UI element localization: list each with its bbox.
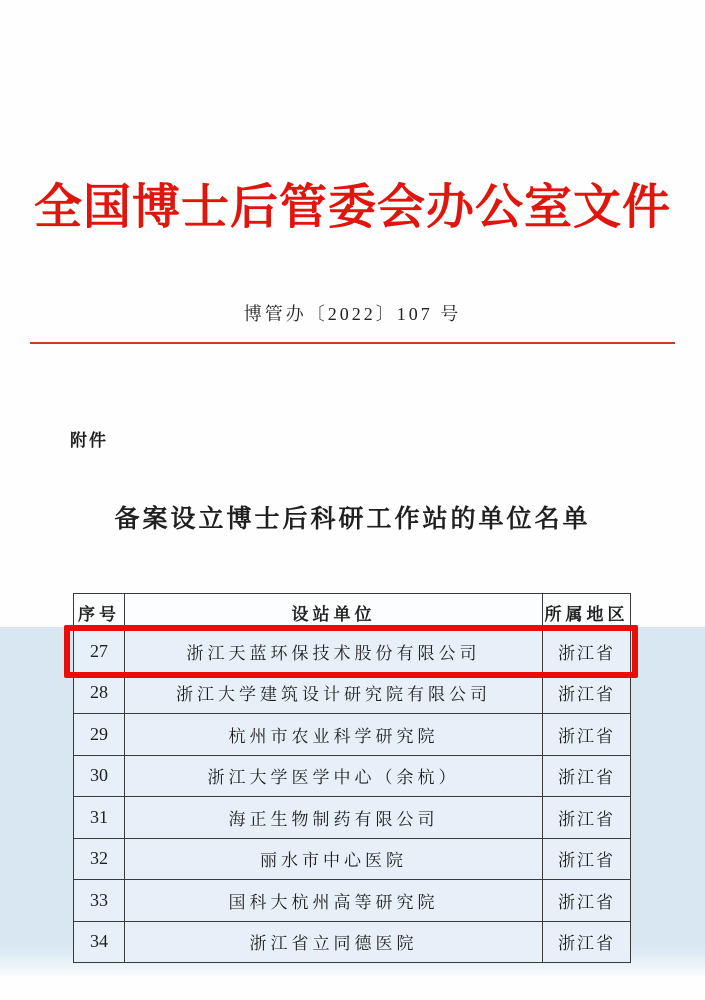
cell-unit: 丽水市中心医院: [125, 838, 543, 880]
header-unit: 设站单位: [125, 594, 543, 631]
cell-unit: 杭州市农业科学研究院: [125, 714, 543, 756]
cell-region: 浙江省: [543, 838, 631, 880]
table-row: [74, 838, 631, 880]
cell-no: 27: [74, 631, 125, 673]
cell-unit: 国科大杭州高等研究院: [125, 880, 543, 922]
table-title: 备案设立博士后科研工作站的单位名单: [114, 506, 591, 533]
table-row: [74, 921, 631, 963]
table-body: [74, 631, 631, 963]
table-header: [74, 594, 631, 631]
cell-region: 浙江省: [543, 672, 631, 714]
header-no: 序号: [74, 594, 125, 631]
table-row: [74, 672, 631, 714]
units-table: [73, 593, 631, 963]
cell-no: 34: [74, 921, 125, 963]
cell-region: 浙江省: [543, 921, 631, 963]
table-header-row: [74, 594, 631, 631]
letterhead-title: 全国博士后管委会办公室文件: [33, 181, 671, 234]
cell-no: 29: [74, 714, 125, 756]
cell-region: 浙江省: [543, 797, 631, 839]
cell-unit: 浙江大学建筑设计研究院有限公司: [125, 672, 543, 714]
table-row: [74, 714, 631, 756]
letterhead-divider: [30, 342, 675, 344]
table-row-highlighted: [74, 631, 631, 673]
cell-region: 浙江省: [543, 714, 631, 756]
cell-unit: 浙江天蓝环保技术股份有限公司: [125, 631, 543, 673]
cell-unit: 浙江大学医学中心（余杭）: [125, 755, 543, 797]
cell-no: 32: [74, 838, 125, 880]
header-region: 所属地区: [543, 594, 631, 631]
table-row: [74, 797, 631, 839]
document-number: 博管办〔2022〕107 号: [243, 304, 462, 324]
cell-no: 28: [74, 672, 125, 714]
cell-region: 浙江省: [543, 880, 631, 922]
cell-no: 30: [74, 755, 125, 797]
cell-region: 浙江省: [543, 631, 631, 673]
cell-unit: 海正生物制药有限公司: [125, 797, 543, 839]
table-row: [74, 755, 631, 797]
cell-no: 33: [74, 880, 125, 922]
attachment-label: 附件: [70, 431, 108, 450]
cell-region: 浙江省: [543, 755, 631, 797]
cell-no: 31: [74, 797, 125, 839]
cell-unit: 浙江省立同德医院: [125, 921, 543, 963]
table-row: [74, 880, 631, 922]
